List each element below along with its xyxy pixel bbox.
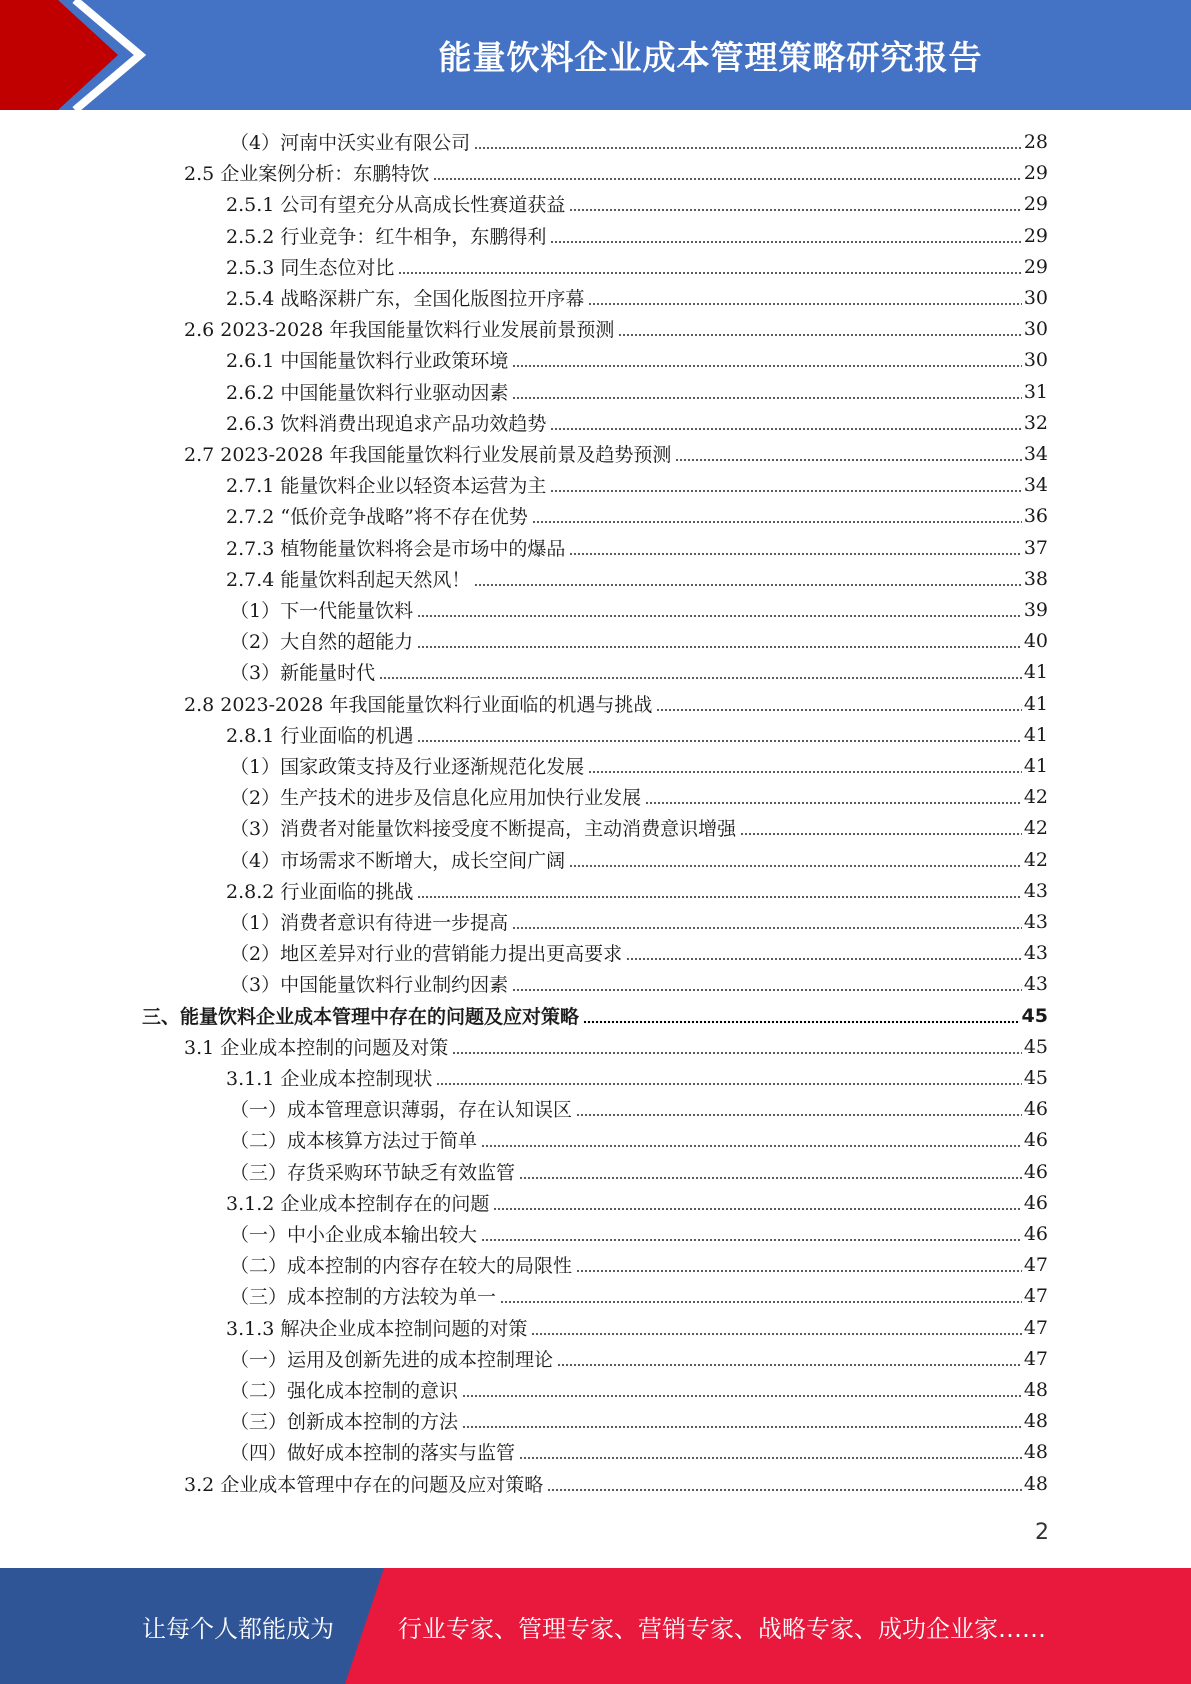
header-arrow-icon: [0, 0, 160, 110]
toc-entry-label: 2.7.3 植物能量饮料将会是市场中的爆品: [226, 538, 566, 560]
toc-entry[interactable]: [184, 1031, 1048, 1062]
toc-entry-label: 2.5.4 战略深耕广东，全国化版图拉开序幕: [226, 288, 585, 310]
toc-entry[interactable]: [230, 937, 1048, 968]
toc-entry-page: 46: [1023, 1128, 1048, 1151]
toc-entry-label: 3.1.1 企业成本控制现状: [226, 1068, 433, 1090]
toc-entry-label: 2.8 2023-2028 年我国能量饮料行业面临的机遇与挑战: [184, 694, 653, 716]
toc-entry[interactable]: [230, 781, 1048, 812]
toc-entry[interactable]: [226, 344, 1048, 375]
toc-entry-label: （2）地区差异对行业的营销能力提出更高要求: [230, 943, 623, 965]
footer-slogan-left: 让每个人都能成为: [142, 1614, 334, 1643]
toc-entry-label: 2.6.1 中国能量饮料行业政策环境: [226, 350, 509, 372]
toc-entry-page: 48: [1023, 1409, 1048, 1432]
toc-entry[interactable]: [226, 719, 1048, 750]
toc-entry[interactable]: [226, 188, 1048, 219]
toc-entry[interactable]: [184, 157, 1048, 188]
toc-entry-label: 2.7 2023-2028 年我国能量饮料行业发展前景及趋势预测: [184, 444, 672, 466]
toc-entry-label: 2.5.1 公司有望充分从高成长性赛道获益: [226, 194, 566, 216]
toc-entry[interactable]: [226, 563, 1048, 594]
toc-entry-page: 31: [1023, 380, 1048, 403]
toc-entry-label: （二）强化成本控制的意识: [230, 1380, 459, 1402]
toc-entry-page: 36: [1023, 504, 1048, 527]
toc-entry-label: 3.1 企业成本控制的问题及对策: [184, 1037, 449, 1059]
toc-leader-dots: [417, 604, 1022, 620]
toc-entry-label: （二）成本核算方法过于简单: [230, 1130, 478, 1152]
toc-entry-label: 2.8.2 行业面临的挑战: [226, 881, 414, 903]
toc-entry-label: 2.7.4 能量饮料刮起天然风！: [226, 569, 471, 591]
toc-entry-page: 47: [1023, 1316, 1048, 1339]
toc-entry[interactable]: [230, 1218, 1048, 1249]
toc-entry[interactable]: [226, 500, 1048, 531]
toc-entry[interactable]: [226, 282, 1048, 313]
toc-leader-dots: [452, 1041, 1022, 1057]
toc-entry-label: （4）市场需求不断增大，成长空间广阔: [230, 850, 566, 872]
toc-entry-label: （三）创新成本控制的方法: [230, 1411, 459, 1433]
toc-entry[interactable]: [226, 469, 1048, 500]
toc-entry[interactable]: [230, 1436, 1048, 1467]
toc-entry-label: （一）成本管理意识薄弱，存在认知误区: [230, 1099, 573, 1121]
toc-leader-dots: [474, 573, 1021, 589]
toc-entry-page: 46: [1023, 1191, 1048, 1214]
toc-entry-page: 29: [1023, 224, 1048, 247]
toc-entry-page: 37: [1023, 536, 1048, 559]
toc-entry[interactable]: [230, 1405, 1048, 1436]
toc-leader-dots: [588, 760, 1022, 776]
toc-entry-page: 29: [1023, 192, 1048, 215]
toc-entry-page: 41: [1023, 660, 1048, 683]
toc-entry[interactable]: [226, 875, 1048, 906]
toc-leader-dots: [474, 136, 1022, 152]
toc-entry-label: 2.6.3 饮料消费出现追求产品功效趋势: [226, 413, 547, 435]
toc-entry-label: （四）做好成本控制的落实与监管: [230, 1442, 516, 1464]
toc-leader-dots: [500, 1290, 1022, 1306]
toc-entry[interactable]: [142, 1000, 1048, 1031]
toc-entry-page: 38: [1023, 567, 1048, 590]
toc-entry-page: 41: [1023, 723, 1048, 746]
toc-leader-dots: [512, 916, 1022, 932]
toc-entry-label: （2）大自然的超能力: [230, 631, 414, 653]
toc-entry[interactable]: [230, 1093, 1048, 1124]
toc-entry-page: 40: [1023, 629, 1048, 652]
toc-entry-page: 47: [1023, 1347, 1048, 1370]
toc-entry-label: （1）国家政策支持及行业逐渐规范化发展: [230, 756, 585, 778]
toc-leader-dots: [512, 354, 1021, 370]
toc-entry-page: 48: [1023, 1472, 1048, 1495]
toc-entry[interactable]: [230, 1280, 1048, 1311]
toc-entry-page: 45: [1021, 1004, 1048, 1027]
toc-entry[interactable]: [184, 1468, 1048, 1499]
toc-entry[interactable]: [230, 1343, 1048, 1374]
page-number: 2: [1035, 1520, 1049, 1545]
toc-entry[interactable]: [230, 656, 1048, 687]
document-title: 能量饮料企业成本管理策略研究报告: [438, 37, 983, 77]
toc-entry-label: 2.6.2 中国能量饮料行业驱动因素: [226, 382, 509, 404]
toc-entry-page: 46: [1023, 1097, 1048, 1120]
toc-leader-dots: [462, 1384, 1022, 1400]
toc-leader-dots: [656, 698, 1021, 714]
toc-entry-label: （1）消费者意识有待进一步提高: [230, 912, 509, 934]
toc-leader-dots: [519, 1166, 1022, 1182]
toc-leader-dots: [550, 230, 1021, 246]
toc-entry[interactable]: [230, 968, 1048, 999]
toc-leader-dots: [569, 854, 1022, 870]
toc-leader-dots: [645, 791, 1022, 807]
toc-leader-dots: [588, 292, 1021, 308]
toc-entry-label: （三）成本控制的方法较为单一: [230, 1286, 497, 1308]
toc-entry[interactable]: [230, 750, 1048, 781]
toc-entry-page: 47: [1023, 1284, 1048, 1307]
toc-entry[interactable]: [226, 532, 1048, 563]
toc-entry-page: 41: [1023, 692, 1048, 715]
toc-entry[interactable]: [230, 812, 1048, 843]
toc-entry[interactable]: [230, 1156, 1048, 1187]
toc-entry-page: 46: [1023, 1160, 1048, 1183]
toc-leader-dots: [576, 1259, 1022, 1275]
toc-entry-page: 39: [1023, 598, 1048, 621]
toc-leader-dots: [481, 1228, 1022, 1244]
toc-entry[interactable]: [226, 407, 1048, 438]
toc-leader-dots: [626, 947, 1022, 963]
toc-entry-page: 32: [1023, 411, 1048, 434]
toc-leader-dots: [433, 167, 1022, 183]
toc-entry-page: 45: [1023, 1035, 1048, 1058]
toc-leader-dots: [532, 510, 1022, 526]
toc-entry[interactable]: [230, 1249, 1048, 1280]
toc-entry-page: 43: [1023, 941, 1048, 964]
toc-leader-dots: [436, 1072, 1021, 1088]
toc-entry-label: （3）新能量时代: [230, 662, 376, 684]
toc-entry-label: 2.8.1 行业面临的机遇: [226, 725, 414, 747]
page-footer: [0, 1568, 1191, 1684]
toc-leader-dots: [417, 635, 1022, 651]
toc-entry-page: 48: [1023, 1378, 1048, 1401]
toc-entry-label: （一）中小企业成本输出较大: [230, 1224, 478, 1246]
toc-entry-label: 2.7.1 能量饮料企业以轻资本运营为主: [226, 475, 547, 497]
toc-leader-dots: [398, 261, 1021, 277]
toc-entry[interactable]: [226, 220, 1048, 251]
toc-entry-label: 2.7.2 “低价竞争战略”将不存在优势: [226, 506, 528, 528]
toc-entry-label: （3）中国能量饮料行业制约因素: [230, 974, 509, 996]
toc-leader-dots: [379, 666, 1022, 682]
toc-entry-label: （一）运用及创新先进的成本控制理论: [230, 1349, 554, 1371]
toc-leader-dots: [675, 448, 1021, 464]
toc-leader-dots: [519, 1446, 1022, 1462]
toc-entry-page: 48: [1023, 1440, 1048, 1463]
toc-leader-dots: [417, 729, 1021, 745]
toc-entry-page: 43: [1023, 910, 1048, 933]
toc-entry-page: 46: [1023, 1222, 1048, 1245]
toc-leader-dots: [547, 1478, 1022, 1494]
toc-entry-label: 3.1.2 企业成本控制存在的问题: [226, 1193, 490, 1215]
toc-entry-label: （三）存货采购环节缺乏有效监管: [230, 1162, 516, 1184]
toc-leader-dots: [740, 822, 1022, 838]
toc-leader-dots: [569, 198, 1021, 214]
toc-entry[interactable]: [226, 376, 1048, 407]
toc-entry-label: （二）成本控制的内容存在较大的局限性: [230, 1255, 573, 1277]
toc-entry-page: 34: [1023, 442, 1048, 465]
toc-entry-page: 30: [1023, 286, 1048, 309]
toc-leader-dots: [481, 1134, 1022, 1150]
toc-entry[interactable]: [230, 594, 1048, 625]
toc-entry-page: 29: [1023, 161, 1048, 184]
toc-entry[interactable]: [226, 1312, 1048, 1343]
toc-entry-label: （3）消费者对能量饮料接受度不断提高，主动消费意识增强: [230, 818, 737, 840]
toc-entry-label: 2.5.3 同生态位对比: [226, 257, 395, 279]
toc-entry-page: 42: [1023, 785, 1048, 808]
toc-entry-label: （4）河南中沃实业有限公司: [230, 132, 471, 154]
page-header: [0, 0, 1191, 110]
toc-entry[interactable]: [230, 126, 1048, 157]
toc-entry[interactable]: [230, 625, 1048, 656]
toc-leader-dots: [493, 1197, 1021, 1213]
toc-leader-dots: [512, 386, 1021, 402]
toc-entry[interactable]: [226, 251, 1048, 282]
toc-leader-dots: [557, 1353, 1022, 1369]
toc-entry-label: （1）下一代能量饮料: [230, 600, 414, 622]
toc-entry[interactable]: [184, 438, 1048, 469]
toc-entry-label: 3.2 企业成本管理中存在的问题及应对策略: [184, 1474, 544, 1496]
toc-leader-dots: [550, 417, 1021, 433]
toc-entry[interactable]: [230, 1374, 1048, 1405]
toc-entry-label: 2.6 2023-2028 年我国能量饮料行业发展前景预测: [184, 319, 615, 341]
toc-entry-page: 30: [1023, 317, 1048, 340]
toc-entry-label: 2.5 企业案例分析：东鹏特饮: [184, 163, 430, 185]
toc-entry-label: 3.1.3 解决企业成本控制问题的对策: [226, 1318, 528, 1340]
toc-entry-label: （2）生产技术的进步及信息化应用加快行业发展: [230, 787, 642, 809]
toc-entry-label: 三、能量饮料企业成本管理中存在的问题及应对策略: [142, 1006, 580, 1028]
toc-leader-dots: [550, 479, 1021, 495]
toc-entry-page: 30: [1023, 348, 1048, 371]
toc-entry[interactable]: [230, 906, 1048, 937]
toc-entry-page: 42: [1023, 848, 1048, 871]
toc-entry-page: 28: [1023, 130, 1048, 153]
toc-entry[interactable]: [230, 844, 1048, 875]
toc-leader-dots: [417, 885, 1021, 901]
toc-entry-page: 43: [1023, 972, 1048, 995]
toc-entry-page: 43: [1023, 879, 1048, 902]
toc-entry[interactable]: [226, 1187, 1048, 1218]
toc-leader-dots: [583, 1010, 1020, 1026]
toc-entry-page: 47: [1023, 1253, 1048, 1276]
toc-leader-dots: [618, 323, 1021, 339]
toc-leader-dots: [576, 1103, 1022, 1119]
toc-leader-dots: [569, 542, 1021, 558]
footer-slogan-right: 行业专家、管理专家、营销专家、战略专家、成功企业家……: [398, 1614, 1046, 1643]
toc-leader-dots: [512, 978, 1022, 994]
toc-entry-label: 2.5.2 行业竞争：红牛相争，东鹏得利: [226, 226, 547, 248]
toc-entry-page: 45: [1023, 1066, 1048, 1089]
toc-entry[interactable]: [184, 688, 1048, 719]
toc-leader-dots: [531, 1322, 1021, 1338]
toc-entry[interactable]: [230, 1124, 1048, 1155]
toc-leader-dots: [462, 1415, 1022, 1431]
toc-entry[interactable]: [184, 313, 1048, 344]
toc-entry-page: 29: [1023, 255, 1048, 278]
toc-entry-page: 34: [1023, 473, 1048, 496]
toc-entry-page: 42: [1023, 816, 1048, 839]
toc-entry-page: 41: [1023, 754, 1048, 777]
toc-entry[interactable]: [226, 1062, 1048, 1093]
